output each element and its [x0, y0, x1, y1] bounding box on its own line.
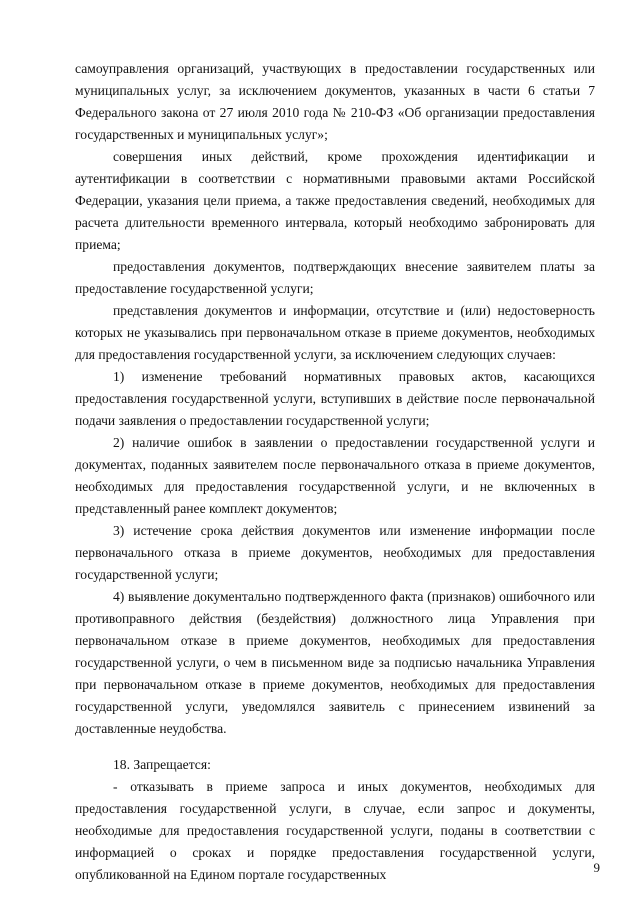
page-number: 9 [593, 860, 600, 875]
paragraph-missing-documents: представления документов и информации, отсутствие и (или) недостоверность которых не указывались при первоначальном отказе в приеме документов, необходимых для предоставления государственной услуги, за исключением следующих случаев: [75, 303, 595, 362]
list-item-1: 1) изменение требований нормативных правовых актов, касающихся предоставления государственной услуги, вступивших в действие после первоначальной подачи заявления о предоставлении государственной услуги; [75, 369, 595, 428]
section-heading-18: 18. Запрещается: [113, 757, 211, 772]
paragraph-identification: совершения иных действий, кроме прохождения идентификации и аутентификации в соответствии с нормативными правовыми актами Российской Федерации, указания цели приема, а также предоставления сведений, необходимых для расчета длительности временного интервала, который необходимо забронировать для приема; [75, 149, 595, 252]
list-item-3: 3) истечение срока действия документов или изменение информации после первоначального отказа в приеме документов, необходимых для предоставления государственной услуги; [75, 523, 595, 582]
paragraph-prohibition: - отказывать в приеме запроса и иных документов, необходимых для предоставления государственной услуги, в случае, если запрос и документы, необходимые для предоставления государственной услуги, поданы в соответствии с информацией о сроках и порядке предоставления государственной услуги, опубликованной на Едином портале государственных [75, 779, 595, 882]
list-item-2: 2) наличие ошибок в заявлении о предоставлении государственной услуги и документах, поданных заявителем после первоначального отказа в приеме документов, необходимых для предоставления государственной услуги, и не включенных в представленный ранее комплект документов; [75, 435, 595, 516]
list-item-4: 4) выявление документально подтвержденного факта (признаков) ошибочного или противоправного действия (бездействия) должностного лица Управления при первоначальном отказе в приеме документов, необходимых для предоставления государственной услуги, о чем в письменном виде за подписью начальника Управления при первоначальном отказе в приеме документов, необходимых для предоставления государственной услуги, уведомлялся заявитель с принесением извинений за доставленные неудобства. [75, 589, 595, 736]
paragraph-fee-documents: предоставления документов, подтверждающих внесение заявителем платы за предоставление государственной услуги; [75, 259, 595, 296]
paragraph-continuation: самоуправления организаций, участвующих в предоставлении государственных или муниципальных услуг, за исключением документов, указанных в части 6 статьи 7 Федерального закона от 27 июля 2010 года № 210-ФЗ «Об организации предоставления государственных и муниципальных услуг»; [75, 61, 595, 142]
document-body [75, 58, 595, 886]
